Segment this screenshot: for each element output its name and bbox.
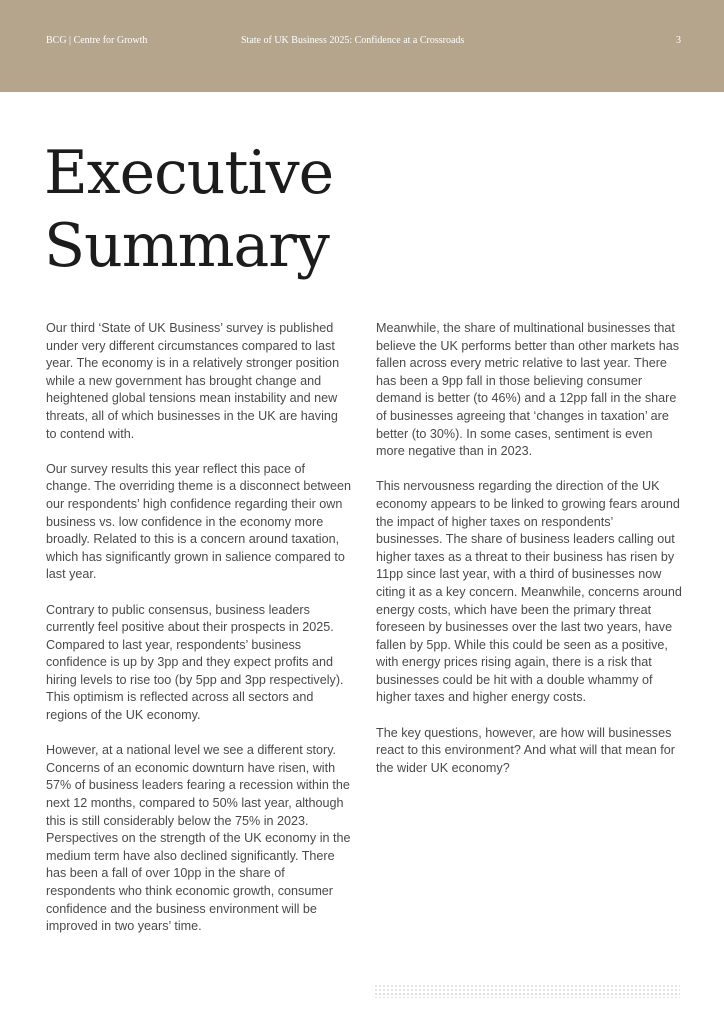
left-paragraph-2: Our survey results this year reflect this pace of change. The overriding theme is a disconnect between our respondents’ high confidence regarding their own business vs. low confidence in the economy more broadly. Related to this is a concern around taxation, which has significantly grown in salience compared to last year. [46,461,352,582]
document-title: State of UK Business 2025: Confidence at a Crossroads [241,35,465,46]
right-paragraph-1: Meanwhile, the share of multinational businesses that believe the UK performs better than other markets has fallen across every metric relative to last year. There has been a 9pp fall in those believing consumer demand is better (to 46%) and a 12pp fall in the share of businesses agreeing that ‘changes in taxation’ are better (to 30%). In some cases, sentiment is even more negative than in 2023. [376,321,680,459]
left-column [46,320,351,953]
brand-label: BCG | Centre for Growth [46,35,148,46]
header-band [0,0,724,92]
left-paragraph-1: Our third ‘State of UK Business’ survey is published under very different circumstances compared to last year. The economy is in a relatively stronger position while a new government has brought change and heightened global tensions mean instability and new threats, all of which businesses in the UK are having to contend with. [46,321,340,441]
right-paragraph-3: The key questions, however, are how will businesses react to this environment? And what will that mean for the wider UK economy? [376,725,675,775]
right-paragraph-2: This nervousness regarding the direction of the UK economy appears to be linked to growing fears around the impact of higher taxes on respondents’ businesses. The share of business leaders calling out higher taxes as a threat to their business has risen by 11pp since last year, with a third of businesses now citing it as a key concern. Meanwhile, concerns around energy costs, which have been the primary threat foreseen by businesses over the last two years, have fallen by 5pp. While this could be seen as a positive, with energy prices rising again, there is a risk that businesses could be hit with a double whammy of higher taxes and higher energy costs. [376,479,682,705]
page-number: 3 [676,35,681,46]
right-column [376,320,682,795]
left-paragraph-4: However, at a national level we see a different story. Concerns of an economic downturn have risen, with 57% of business leaders fearing a recession within the next 12 months, compared to 50% last year, although this is still considerably below the 75% in 2023. Perspectives on the strength of the UK economy in the medium term have also declined significantly. There has been a fall of over 10pp in the share of respondents who think economic growth, consumer confidence and the business environment will be improved in two years’ time. [46,743,351,934]
decorative-dot-pattern [374,984,680,998]
page-title-line-2: Summary [44,211,329,281]
left-paragraph-3: Contrary to public consensus, business leaders currently feel positive about their prospects in 2025. Compared to last year, respondents’ business confidence is up by 3pp and they expect profits and hiring levels to rise too (by 5pp and 3pp respectively). This optimism is reflected across all sectors and regions of the UK economy. [46,602,344,723]
page-title [44,137,333,283]
page-title-line-1: Executive [44,138,334,208]
